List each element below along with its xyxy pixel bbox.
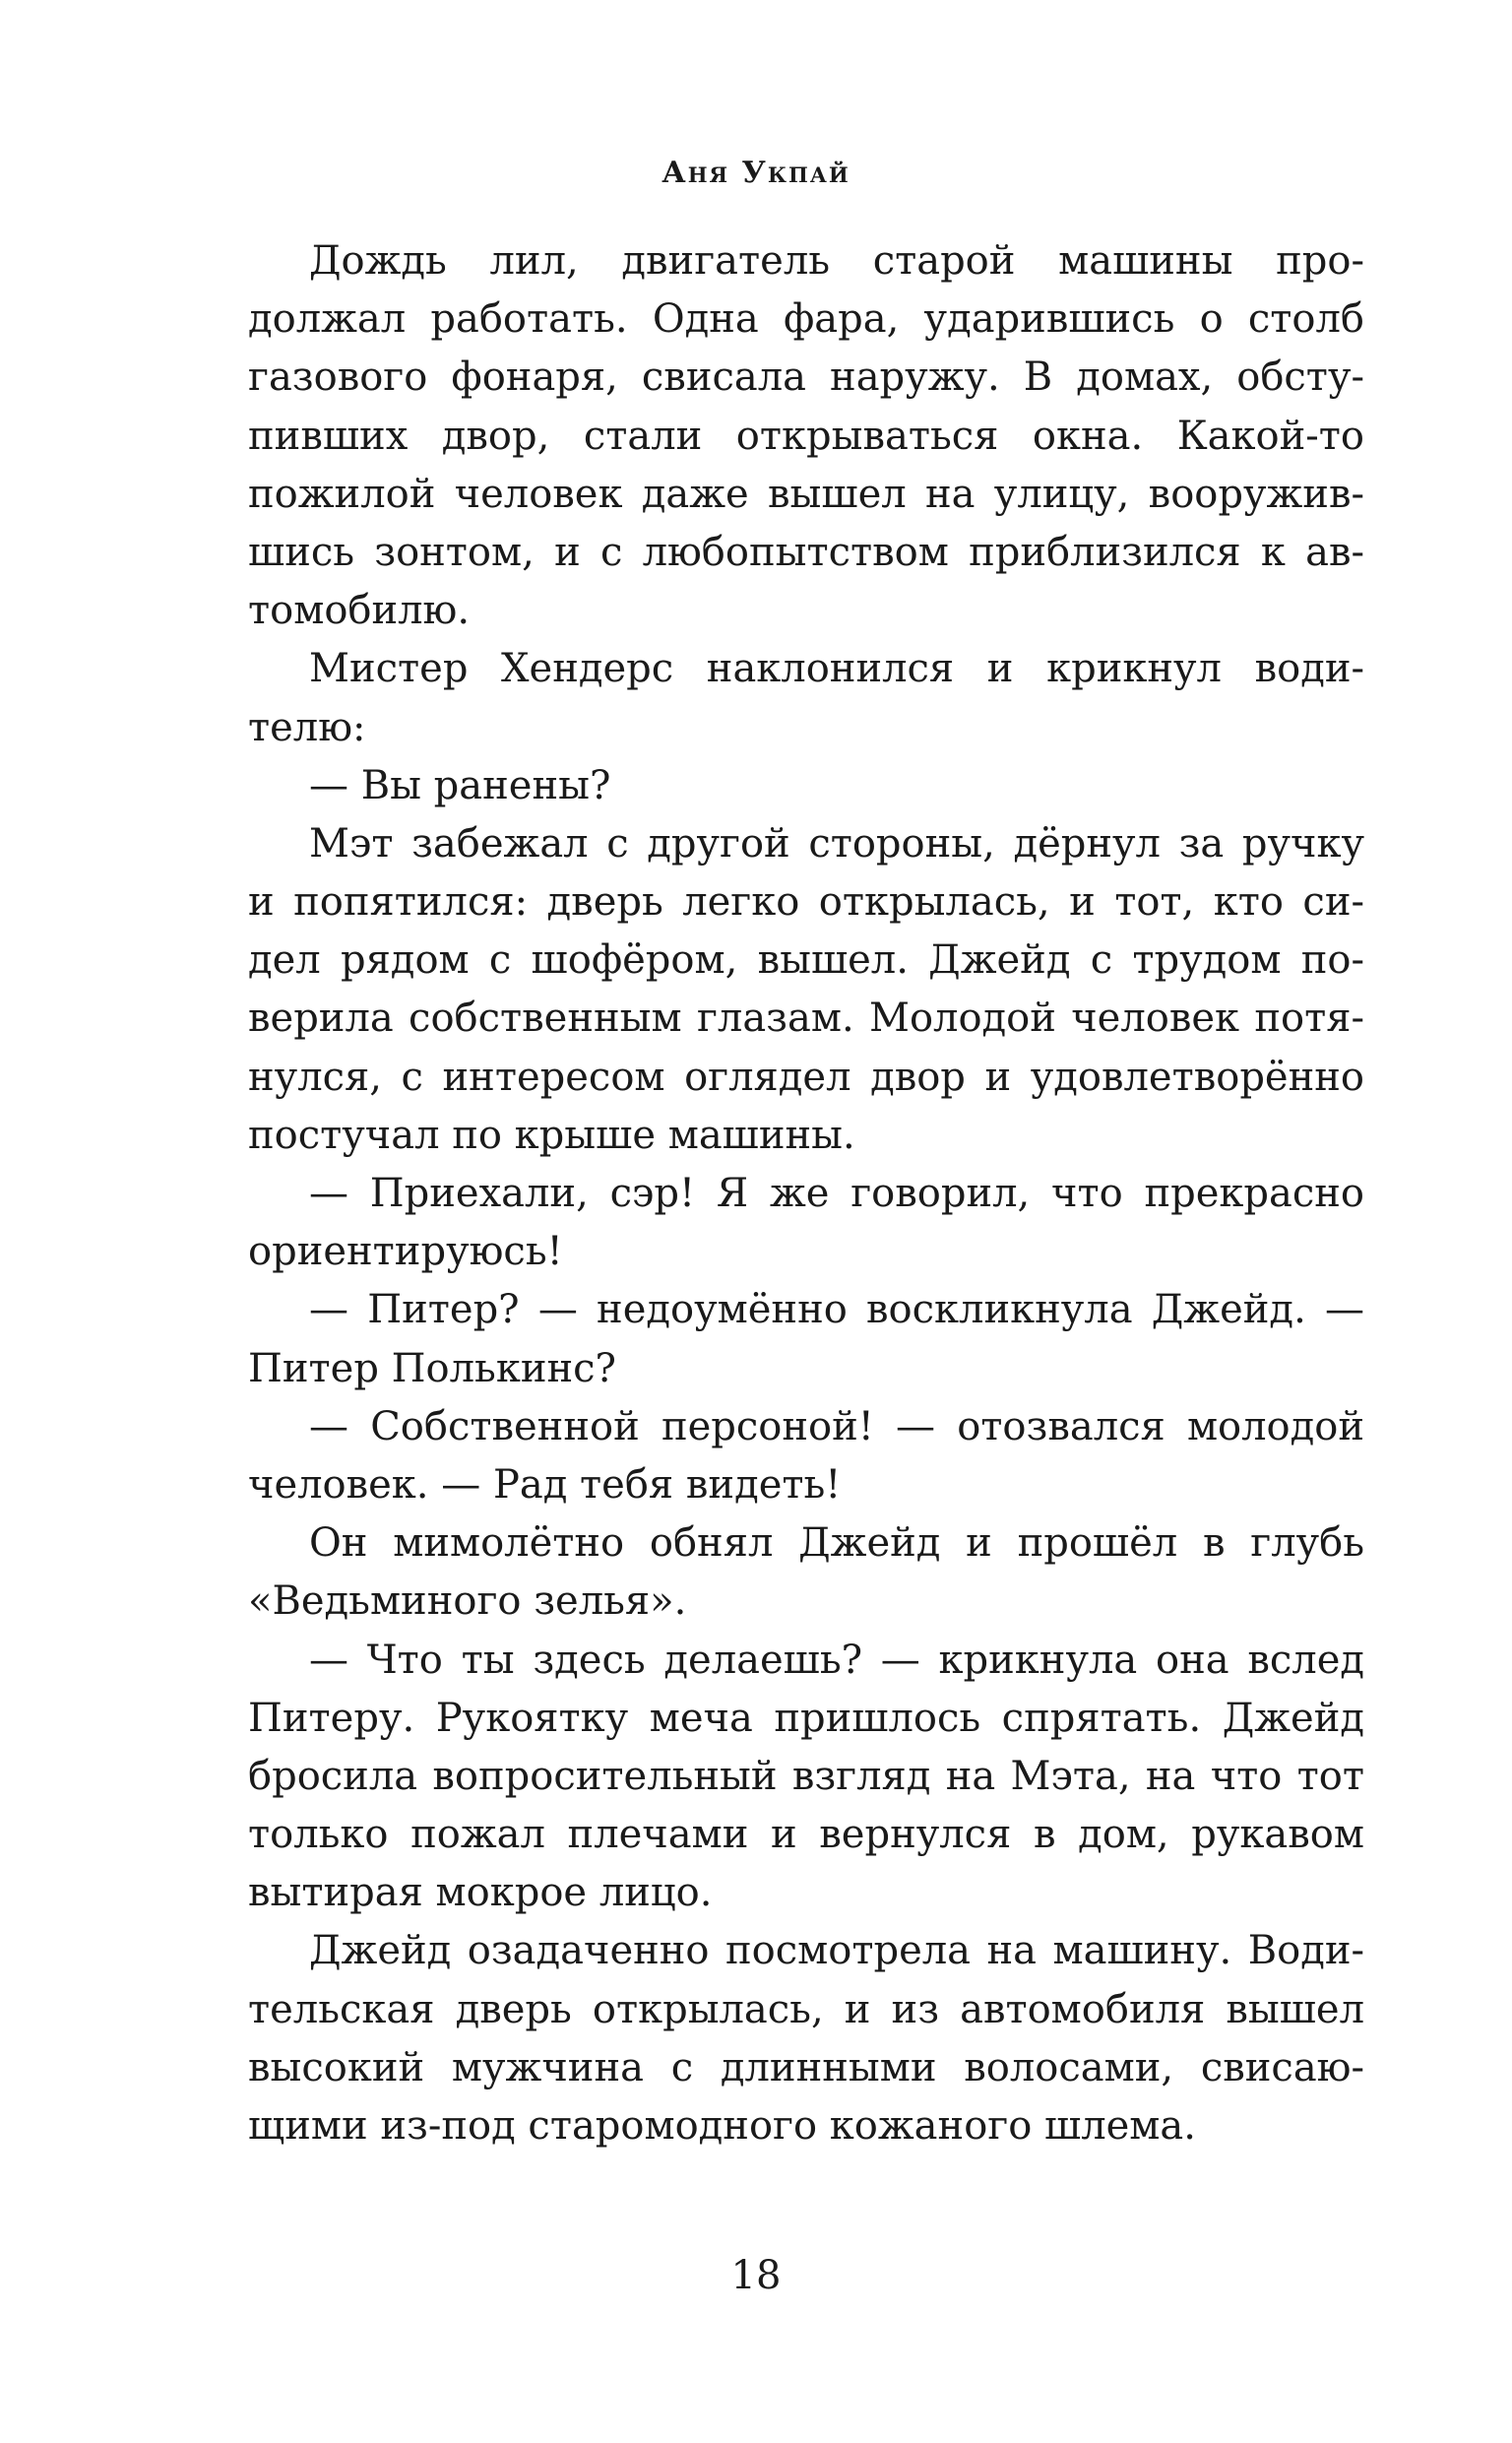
text-line: вытирая мокрое лицо.	[248, 1870, 713, 1916]
text-line: — Что ты здесь делаешь? — крикнула она вслед	[309, 1637, 1364, 1683]
text-line: Дождь лил, двигатель старой машины про-	[309, 238, 1364, 284]
text-line: тельская дверь открылась, и из автомобиля вышел	[248, 1986, 1364, 2032]
text-line: газового фонаря, свисала наружу. В домах, обсту-	[248, 354, 1364, 401]
text-line: Джейд озадаченно посмотрела на машину. Води-	[309, 1928, 1364, 1974]
body-text	[248, 232, 1364, 2155]
text-line: Он мимолётно обнял Джейд и прошёл в глубь	[309, 1520, 1364, 1567]
text-line: Питеру. Рукоятку меча пришлось спрятать. Джейд	[248, 1695, 1364, 1741]
text-line: только пожал плечами и вернулся в дом, рукавом	[248, 1812, 1364, 1858]
text-line: телю:	[248, 704, 366, 750]
text-line: щими из-под старомодного кожаного шлема.	[248, 2103, 1196, 2149]
text-line: томобилю.	[248, 588, 471, 634]
text-line: человек. — Рад тебя видеть!	[248, 1461, 842, 1508]
text-line: нулся, с интересом оглядел двор и удовлетворённо	[248, 1054, 1364, 1100]
text-line: дел рядом с шофёром, вышел. Джейд с трудом по-	[248, 937, 1364, 984]
text-line: ориентируюсь!	[248, 1229, 563, 1275]
text-line: бросила вопросительный взгляд на Мэта, на что тот	[248, 1753, 1364, 1799]
text-line: верила собственным глазам. Молодой человек потя-	[248, 996, 1364, 1042]
text-line: «Ведьминого зелья».	[248, 1578, 687, 1625]
text-line: — Собственной персоной! — отозвался молодой	[309, 1403, 1364, 1449]
text-line: — Питер? — недоумённо воскликнула Джейд. —	[309, 1287, 1364, 1333]
text-line: должал работать. Одна фара, ударившись о столб	[248, 296, 1364, 343]
text-line: пожилой человек даже вышел на улицу, вооружив-	[248, 471, 1364, 517]
page-number: 18	[730, 2253, 782, 2298]
text-line: Мистер Хендерс наклонился и крикнул води-	[309, 646, 1364, 692]
text-line: — Вы ранены?	[309, 762, 611, 808]
text-line: Мэт забежал с другой стороны, дёрнул за ручку	[309, 820, 1364, 867]
text-line: — Приехали, сэр! Я же говорил, что прекрасно	[309, 1171, 1364, 1216]
text-line: высокий мужчина с длинными волосами, свисаю-	[248, 2044, 1364, 2090]
text-line: постучал по крыше машины.	[248, 1112, 855, 1158]
running-header-author: Аня Укпай	[662, 156, 850, 190]
text-line: и попятился: дверь легко открылась, и тот, кто си-	[248, 879, 1364, 926]
text-line: шись зонтом, и с любопытством приблизился к ав-	[248, 529, 1364, 575]
text-line: Питер Полькинс?	[248, 1345, 616, 1391]
text-line: пивших двор, стали открываться окна. Какой-то	[248, 413, 1364, 459]
